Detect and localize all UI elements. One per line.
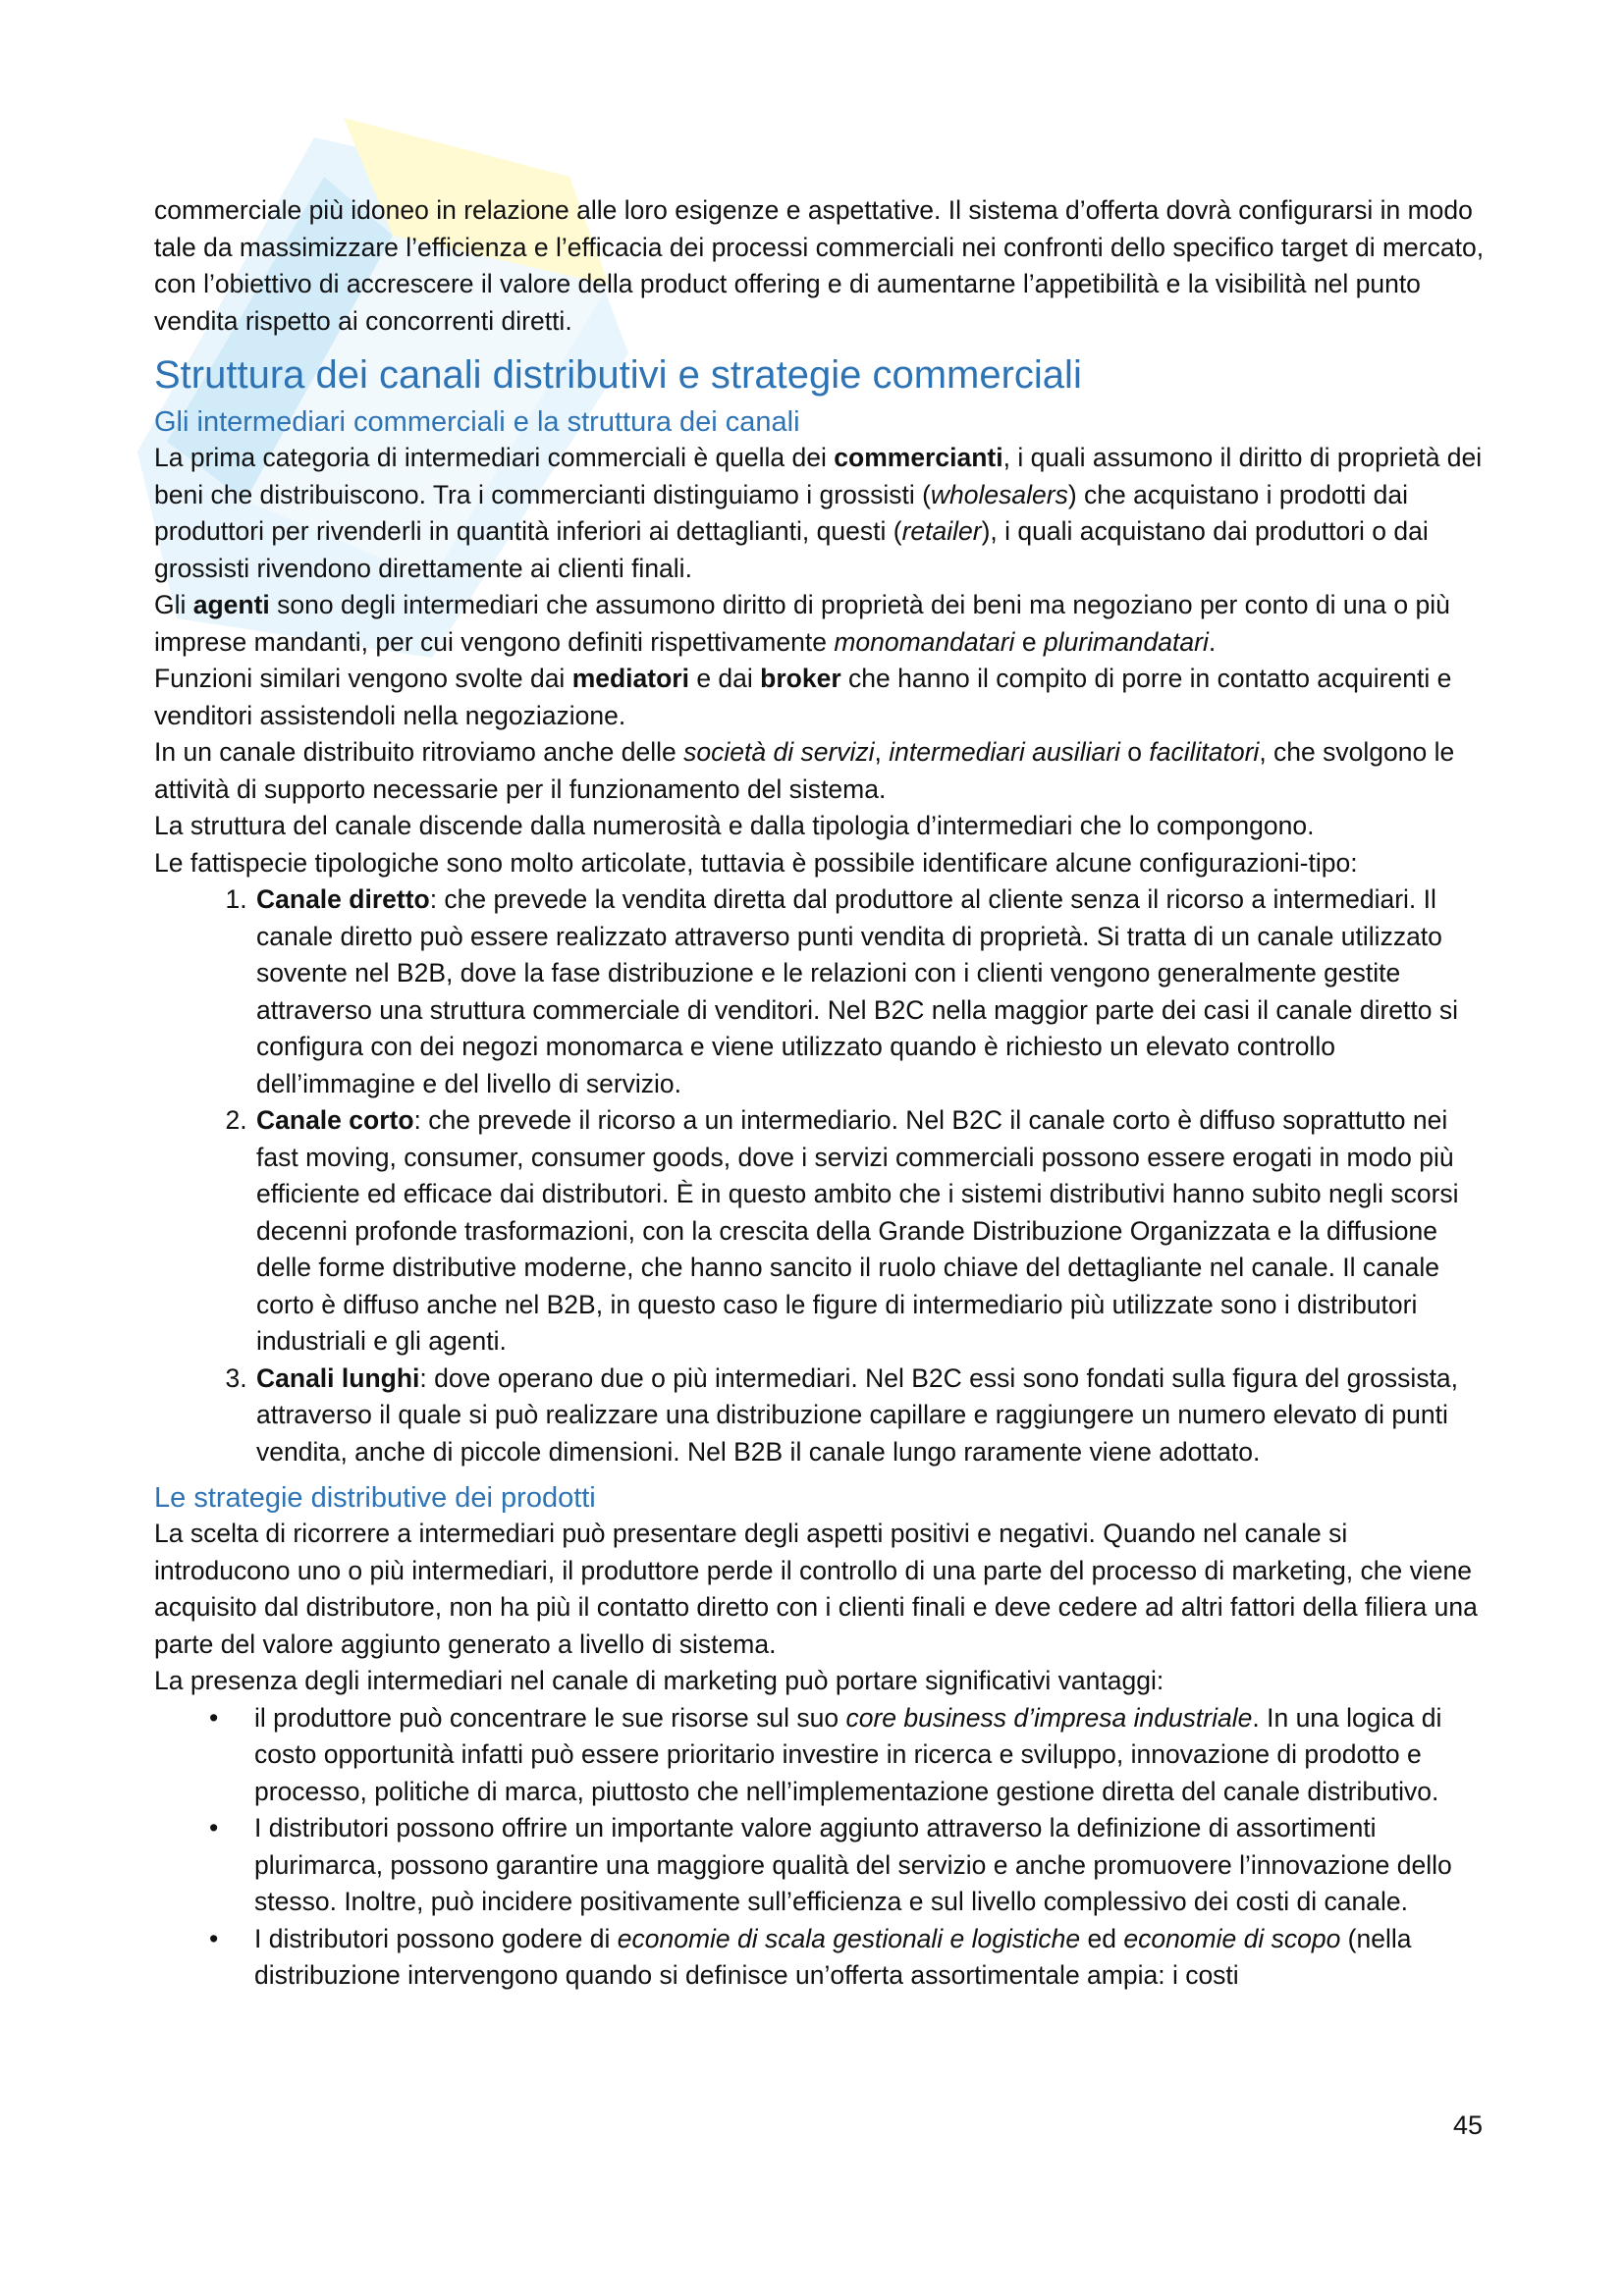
list-item-valore-aggiunto: • I distributori possono offrire un importante valore aggiunto attraverso la definizione di assortimenti plurimarca, possono garantire una maggiore qualità del servizio e anche promuovere l’innovazione dello stesso. Inoltre, può incidere positivamente sull’efficienza e sul livello complessivo dei costi di canale. <box>254 1810 1485 1921</box>
list-item-canali-lunghi: 3. Canali lunghi: dove operano due o più intermediari. Nel B2C essi sono fondati sulla figura del grossista, attraverso il quale si può realizzare una distribuzione capillare e raggiungere un numero elevato di punti vendita, anche di piccole dimensioni. Nel B2B il canale lungo raramente viene adottato. <box>254 1361 1485 1471</box>
paragraph-servizi: In un canale distribuito ritroviamo anche delle società di servizi, intermediari ausiliari o facilitatori, che svolgono le attività di supporto necessarie per il funzionamento del sistema. <box>154 737 1455 804</box>
paragraph-fattispecie: Le fattispecie tipologiche sono molto articolate, tuttavia è possibile identificare alcune configurazioni-tipo: <box>154 847 1358 878</box>
paragraph-commercianti: La prima categoria di intermediari commerciali è quella dei commercianti, i quali assumono il diritto di proprietà dei beni che distribuiscono. Tra i commercianti distinguiamo i grossisti (wholesalers) che acquistano i prodotti dai produttori per rivenderli in quantità inferiori ai dettaglianti, questi (retailer), i quali acquistano dai produttori o dai grossisti rivendono direttamente ai clienti finali. <box>154 443 1483 583</box>
bullet-icon: • <box>209 1923 219 1953</box>
chapter-heading: Struttura dei canali distributivi e strategie commerciali <box>154 353 1082 397</box>
paragraph-mediatori: Funzioni similari vengono svolte dai mediatori e dai broker che hanno il compito di porre in contatto acquirenti e venditori assistendoli nella negoziazione. <box>154 664 1452 730</box>
paragraph-vantaggi: La presenza degli intermediari nel canale di marketing può portare significativi vantaggi: <box>154 1666 1164 1695</box>
section-heading-strategie: Le strategie distributive dei prodotti <box>154 1482 596 1514</box>
document-body <box>154 192 1485 1995</box>
section-heading-intermediari: Gli intermediari commerciali e la struttura dei canali <box>154 406 800 438</box>
paragraph-struttura: La struttura del canale discende dalla numerosità e dalla tipologia d’intermediari che lo compongono. <box>154 811 1315 840</box>
list-item-canale-diretto: 1. Canale diretto: che prevede la vendita diretta dal produttore al cliente senza il ricorso a intermediari. Il canale diretto può essere realizzato attraverso punti vendita di proprietà. Si tratta di un canale utilizzato sovente nel B2B, dove la fase distribuzione e le relazioni con i clienti vengono generalmente gestite attraverso una struttura commerciale di venditori. Nel B2C nella maggior parte dei casi il canale diretto si configura con dei negozi monomarca e viene utilizzato quando è richiesto un elevato controllo dell’immagine e del livello di servizio. <box>254 881 1485 1102</box>
bullet-icon: • <box>209 1813 219 1842</box>
bullet-icon: • <box>209 1702 219 1733</box>
list-item-core-business: • il produttore può concentrare le sue risorse sul suo core business d’impresa industriale. In una logica di costo opportunità infatti può essere prioritario investire in ricerca e sviluppo, innovazione di prodotto e processo, politiche di marca, piuttosto che nell’implementazione gestione diretta del canale distributivo. <box>254 1700 1485 1811</box>
list-item-canale-corto: 2. Canale corto: che prevede il ricorso a un intermediario. Nel B2C il canale corto è diffuso soprattutto nei fast moving, consumer, consumer goods, dove i servizi commerciali possono essere erogati in modo più efficiente ed efficace dai distributori. È in questo ambito che i sistemi distributivi hanno subito negli scorsi decenni profonde trasformazioni, con la crescita della Grande Distribuzione Organizzata e la diffusione delle forme distributive moderne, che hanno sancito il ruolo chiave del dettagliante nel canale. Il canale corto è diffuso anche nel B2B, in questo caso le figure di intermediario più utilizzate sono i distributori industriali e gli agenti. <box>254 1102 1485 1361</box>
page-number: 45 <box>1453 2110 1484 2140</box>
paragraph-scelta: La scelta di ricorrere a intermediari può presentare degli aspetti positivi e negativi. Quando nel canale si introducono uno o più intermediari, il produttore perde il controllo di una parte del processo di marketing, che viene acquisito dal distributore, non ha più il contatto diretto con i clienti finali e deve cedere ad altri fattori della filiera una parte del valore aggiunto generato a livello di sistema. <box>154 1519 1478 1659</box>
channel-types-list <box>154 881 1485 1470</box>
advantages-list <box>154 1700 1485 1995</box>
list-item-economie: • I distributori possono godere di economie di scala gestionali e logistiche ed economie di scopo (nella distribuzione intervengono quando si definisce un’offerta assortimentale ampia: i costi <box>254 1921 1485 1995</box>
intro-paragraph: commerciale più idoneo in relazione alle loro esigenze e aspettative. Il sistema d’offerta dovrà configurarsi in modo tale da massimizzare l’efficienza e l’efficacia dei processi commerciali nei confronti dello specifico target di mercato, con l’obiettivo di accrescere il valore della product offering e di aumentarne l’appetibilità e la visibilità nel punto vendita rispetto ai concorrenti diretti. <box>154 195 1485 336</box>
paragraph-agenti: Gli agenti sono degli intermediari che assumono diritto di proprietà dei beni ma negoziano per conto di una o più imprese mandanti, per cui vengono definiti rispettivamente monomandatari e plurimandatari. <box>154 590 1450 657</box>
